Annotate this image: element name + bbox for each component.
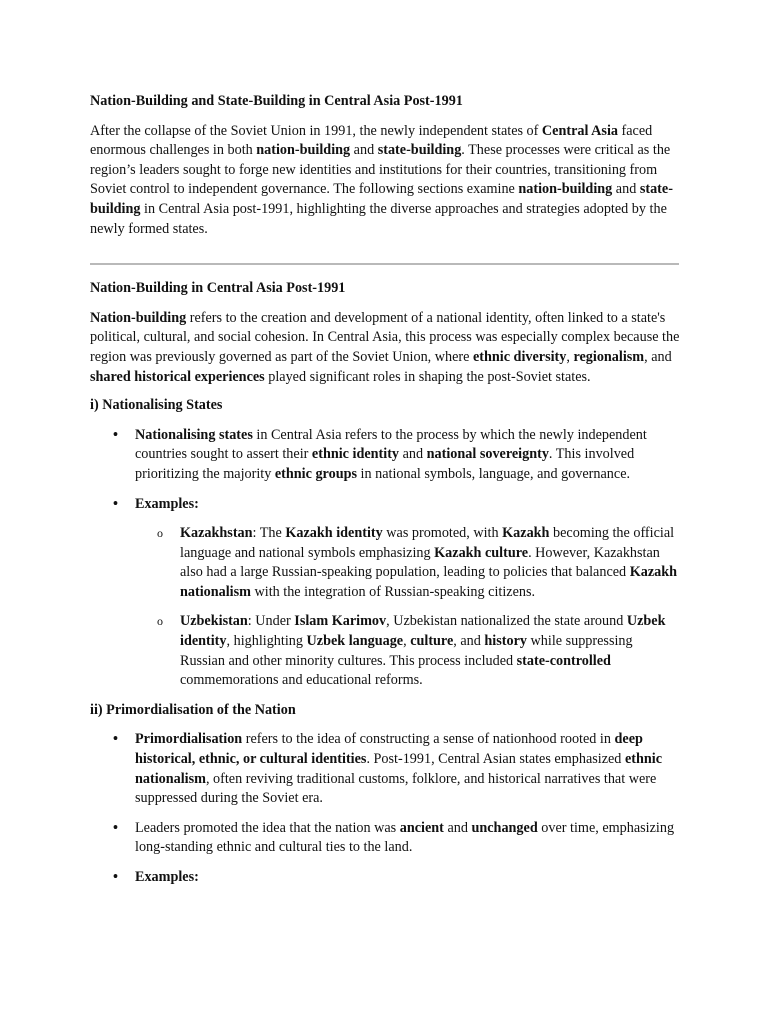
example-uzbekistan: o Uzbekistan: Under Islam Karimov, Uzbekistan nationalized the state around Uzbek identity, highlighting Uzbek language, culture, and history while suppressing Russian and other minority cultures. This process included state-controlled commemorations and educational reforms.	[135, 612, 680, 690]
bold-term: regionalism	[573, 348, 645, 365]
intro-paragraph: After the collapse of the Soviet Union in 1991, the newly independent states of Central Asia faced enormous challenges in both nation-building and state-building. These processes were critical as the region’s leaders sought to forge new identities and institutions for their countries, transitioning from Soviet control to independent governance. The following sections examine nation-building and state-building in Central Asia post-1991, highlighting the diverse approaches and strategies adopted by the newly formed states.	[90, 122, 673, 237]
bold-term: nation-building	[518, 181, 613, 198]
bold-term: state-building	[377, 142, 462, 159]
example-kazakhstan: o Kazakhstan: The Kazakh identity was promoted, with Kazakh becoming the official language and national symbols emphasizing Kazakh culture. However, Kazakhstan also had a large Russian-speaking population, leading to policies that balanced Kazakh nationalism with the integration of Russian-speaking citizens.	[135, 524, 680, 602]
bold-term: Kazakh culture	[434, 544, 529, 561]
examples-label: Examples:	[135, 869, 199, 885]
examples-sublist	[135, 524, 680, 691]
section-divider	[90, 263, 679, 265]
bold-term: Nationalising states	[135, 426, 253, 443]
bold-term: ethnic diversity	[472, 348, 567, 365]
primordialisation-list	[90, 730, 680, 887]
nation-building-paragraph: Nation-building refers to the creation and development of a national identity, often linked to a state's political, cultural, and social cohesion. In Central Asia, this process was especially complex because the region was previously governed as part of the Soviet Union, where ethnic diversity, regionalism, and shared historical experiences played significant roles in shaping the post-Soviet states.	[90, 309, 680, 385]
bold-term: nation-building	[256, 142, 351, 159]
list-item-examples	[90, 495, 680, 691]
bold-term: ethnic groups	[274, 465, 357, 482]
bold-term: deep historical, ethnic, or cultural identities	[135, 731, 643, 768]
section-heading-nation-building: Nation-Building in Central Asia Post-1991	[90, 280, 346, 297]
nationalising-states-list	[90, 426, 680, 691]
bold-term: Central Asia	[541, 122, 618, 139]
bold-term: ethnic nationalism	[135, 751, 662, 787]
document-title: Nation-Building and State-Building in Central Asia Post-1991	[90, 93, 463, 109]
list-item: • Leaders promoted the idea that the nation was ancient and unchanged over time, emphasizing long-standing ethnic and cultural ties to the land.	[90, 819, 680, 858]
bold-term: culture	[410, 633, 454, 650]
bold-term: Uzbek language	[306, 633, 404, 650]
bold-term: national sovereignty	[426, 446, 549, 463]
bold-term: state-controlled	[516, 652, 611, 669]
bold-term: Kazakh	[502, 525, 550, 542]
bold-term: Uzbek identity	[180, 613, 666, 650]
bold-term: Kazakh identity	[285, 525, 383, 542]
bold-term: Kazakhstan	[180, 525, 253, 542]
bold-term: Islam Karimov	[294, 613, 387, 630]
list-item-examples	[90, 868, 680, 888]
bold-term: shared historical experiences	[90, 368, 265, 385]
bold-term: history	[484, 633, 527, 650]
bold-term: Nation-building	[90, 309, 187, 326]
subheading-nationalising-states: i) Nationalising States	[90, 397, 223, 414]
bold-term: Kazakh nationalism	[180, 564, 677, 600]
bold-term: unchanged	[471, 819, 538, 836]
bold-term: ancient	[399, 819, 444, 836]
bold-term: Primordialisation	[135, 731, 243, 748]
examples-label: Examples:	[135, 495, 199, 512]
list-item: • Primordialisation refers to the idea of constructing a sense of nationhood rooted in deep historical, ethnic, or cultural identities. Post-1991, Central Asian states emphasized ethnic nationalism, often reviving traditional customs, folklore, and historical narratives that were suppressed during the Soviet era.	[90, 730, 680, 808]
bold-term: Uzbekistan	[180, 613, 248, 630]
subheading-primordialisation: ii) Primordialisation of the Nation	[90, 701, 296, 718]
bold-term: state-building	[90, 181, 673, 217]
bold-term: ethnic identity	[311, 446, 400, 463]
list-item: • Nationalising states in Central Asia refers to the process by which the newly independent countries sought to assert their ethnic identity and national sovereignty. This involved prioritizing the majority ethnic groups in national symbols, language, and governance.	[90, 426, 680, 485]
